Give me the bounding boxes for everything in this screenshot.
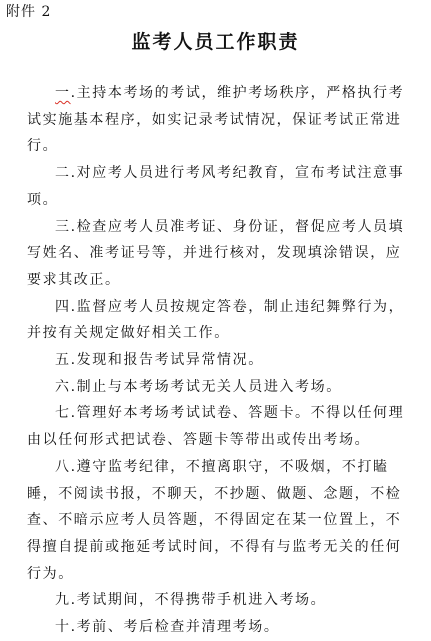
duty-item-1-text: .主持本考场的考试，维护考场秩序，严格执行考试实施基本程序，如实记录考试情况，保证考试正常进行。: [27, 85, 405, 155]
duty-item-10: 十.考前、考后检查并清理考场。: [55, 619, 280, 636]
duty-list: [27, 80, 414, 641]
duty-item-1: [27, 80, 414, 160]
duty-item-7: 七.管理好本考场考试试卷、答题卡。不得以任何理由以任何形式把试卷、答题卡等带出或传出考场。: [27, 405, 405, 449]
duty-item-6: 六.制止与本考场考试无关人员进入考场。: [55, 378, 342, 395]
duty-item-3: 三.检查应考人员准考证、身份证，督促应考人员填写姓名、准考证号等，并进行核对，发现填涂错误，应要求其改正。: [27, 218, 405, 288]
duty-item-2: 二.对应考人员进行考风考纪教育，宣布考试注意事项。: [27, 165, 405, 208]
document-title: 监考人员工作职责: [131, 31, 300, 53]
attachment-label: 附件 2: [6, 4, 52, 20]
duty-item-8: 八.遵守监考纪律，不擅离职守，不吸烟，不打瞌睡，不阅读书报，不聊天，不抄题、做题、念题，不检查、不暗示应考人员答题，不得固定在某一位置上，不得擅自提前或拖延考试时间，不得有与监考无关的任何行为。: [27, 458, 402, 582]
duty-item-5: 五.发现和报告考试异常情况。: [55, 352, 264, 369]
duty-item-4: 四.监督应考人员按规定答卷，制止违纪舞弊行为，并按有关规定做好相关工作。: [27, 298, 405, 342]
duty-item-9: 九.考试期间，不得携带手机进入考场。: [55, 592, 327, 609]
spellcheck-marked-numeral: 一: [55, 85, 71, 101]
